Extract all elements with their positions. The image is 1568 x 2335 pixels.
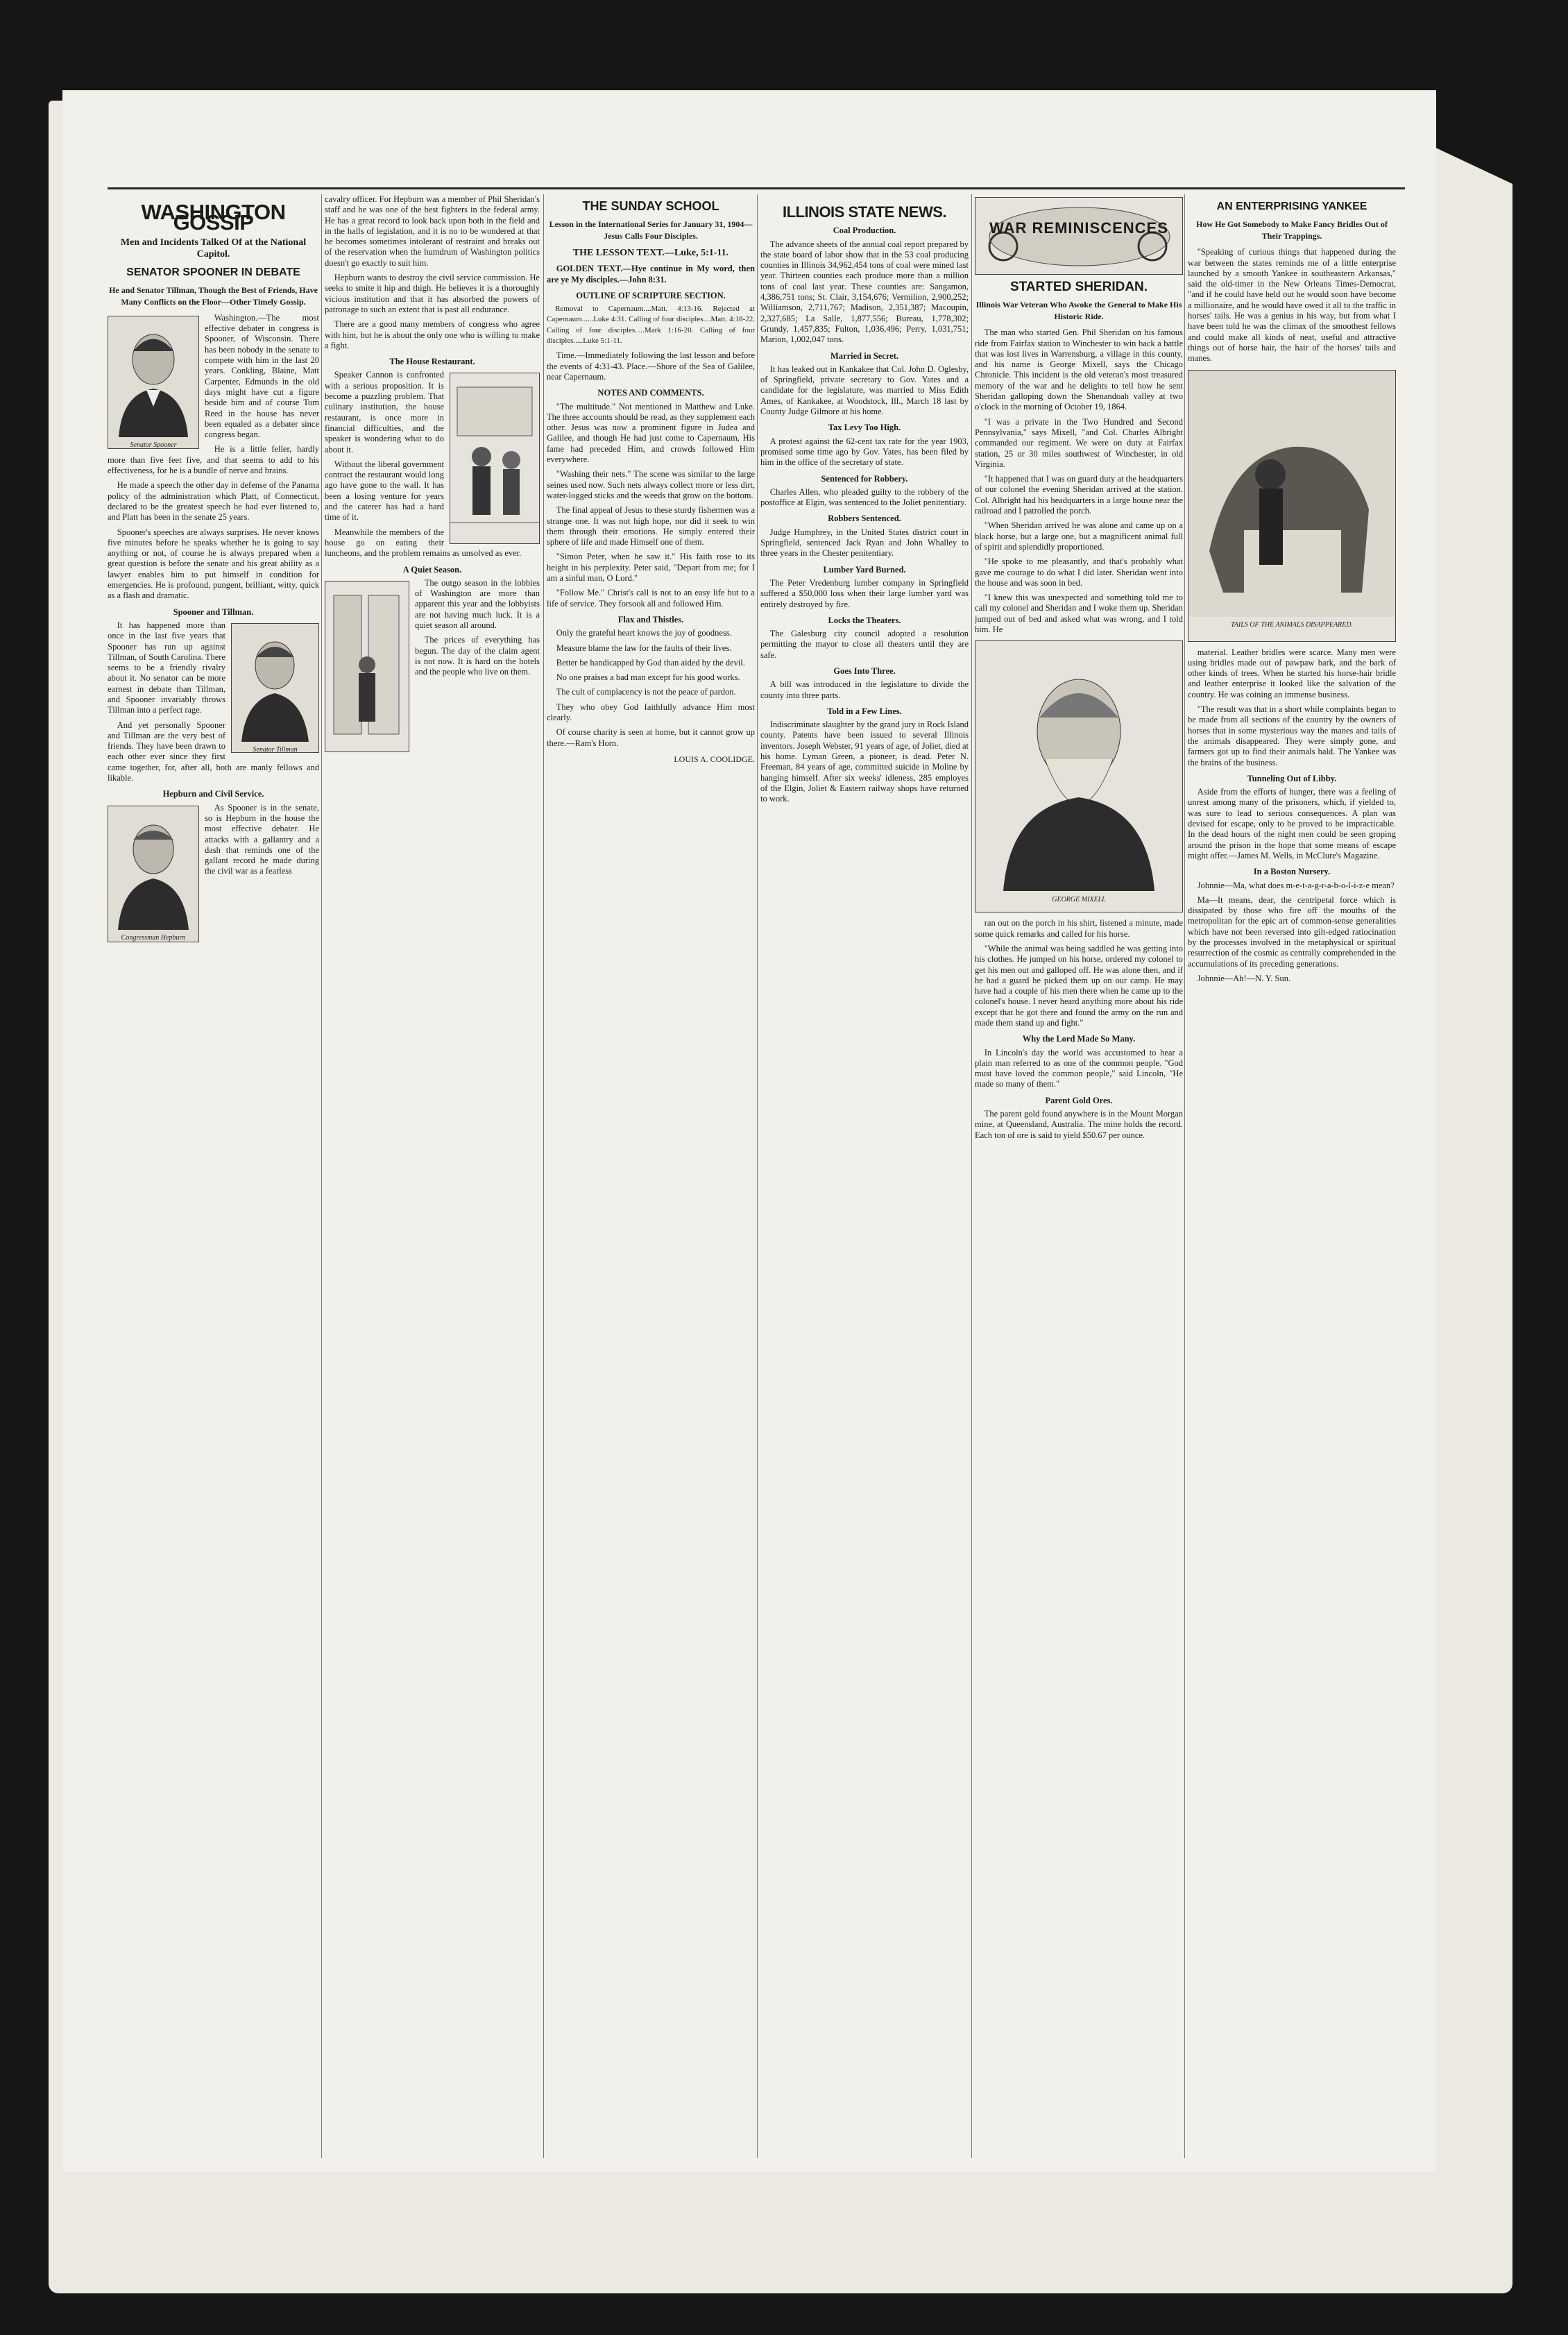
- portrait-mixell: [975, 640, 1183, 912]
- restaurant-scene-icon: [450, 373, 539, 543]
- illustration-caption: TAILS OF THE ANIMALS DISAPPEARED.: [1230, 620, 1353, 629]
- column-enterprising-yankee: [1188, 194, 1396, 2158]
- paragraph: It has happened more than once in the last five years that Spooner has run up against Tillman, of South Carolina. There seems to be a friendly rivalry about it. No senator can be more earnest in debate than Tillman, and Spooner invariably throws Tillman into a perfect rage.: [108, 620, 225, 715]
- paragraph: material. Leather bridles were scarce. Many men were using bridles made out of pawpaw bark, and the bark of other kinds of trees. When he started his horse-hair bridle and leather enterprise it looked like the salvation of the country. He was coining an immense business.: [1188, 647, 1396, 699]
- paragraph: Indiscriminate slaughter by the grand jury in Rock Island county. Patents have been issued to several Illinois inventors. Joseph Webster, 91 years of age, of Joliet, died at his home. Lyman Green, a pioneer, is dead. Peter N. Freeman, 84 years of age, committed suicide in Moline by hanging himself. After six weeks' idleness, 285 employes of the Elgin, Joliet & Eastern railway shops have returned to work.: [760, 720, 969, 804]
- column-illinois-news: [760, 194, 969, 2158]
- paragraph: "When Sheridan arrived he was alone and came up on a black horse, but a large one, but a magnificent animal full of spirit and splendidly proportioned.: [975, 520, 1183, 552]
- paragraph: A bill was introduced in the legislature to divide the county into three parts.: [760, 679, 969, 700]
- paragraph: Meanwhile the members of the house go on eating their luncheons, and the problem remains as unsolved as ever.: [325, 527, 522, 559]
- subhead: Lumber Yard Burned.: [823, 564, 906, 575]
- paragraph: There are a good many members of congress who agree with him, but he is about the only one who is willing to make a fight.: [325, 319, 540, 350]
- paragraph: He is a little feller, hardly more than five feet five, and that seems to add to his effectiveness, for he is a bundle of nerve and brains.: [108, 444, 319, 476]
- notes-heading: NOTES AND COMMENTS.: [597, 388, 704, 398]
- column-started-sheridan: [975, 194, 1183, 2158]
- paragraph: Speaker Cannon is confronted with a serious proposition. It is become a puzzling problem. That culinary institution, the house restaurant, is once more in financial difficulties, and the speaker is wondering what to do about it.: [325, 370, 444, 455]
- illustration-lobby: [325, 581, 409, 752]
- headline: SENATOR SPOONER IN DEBATE: [126, 266, 300, 278]
- paragraph: "Simon Peter, when he saw it." His faith rose to its height in his perplexity. Peter said, "Depart from me; for I am a sinful man, O Lord.": [547, 552, 755, 584]
- subhead: Sentenced for Robbery.: [821, 473, 908, 484]
- column-washington-continued: [325, 194, 540, 2158]
- outline: Removal to Capernaum....Matt. 4:13-16. Rejected at Capernaum......Luke 4:31. Calling of four disciples....Matt. 4:18-22. Calling of four disciples.....Mark 1:16-20. Calling of four disciples.....Luke 5:1-11.: [547, 305, 755, 346]
- illustration-restaurant: [450, 373, 540, 544]
- paragraph: The Galesburg city council adopted a resolution permitting the mayor to close all theaters until they are safe.: [760, 629, 969, 660]
- subhead: Tunneling Out of Libby.: [1247, 773, 1337, 783]
- subhead: Married in Secret.: [830, 350, 898, 361]
- subhead: Told in a Few Lines.: [827, 706, 902, 716]
- portrait-spooner-icon: [108, 316, 198, 437]
- golden-text: GOLDEN TEXT.—Hye continue in My word, then are ye My disciples.—John 8:31.: [547, 264, 755, 285]
- paragraph: Without the liberal government contract the restaurant would long ago have gone to the wall. It has been a losing venture for years and the caterer has had a hard time of it.: [325, 459, 444, 523]
- portrait-spooner: [108, 316, 199, 449]
- paragraph: Of course charity is seen at home, but it cannot grow up there.—Ram's Horn.: [547, 727, 755, 748]
- paragraph: Hepburn wants to destroy the civil service commission. He seeks to smite it hip and thigh. He believes it is a thoroughly vicious institution and that it has absorbed the powers of patronage to such an extent that is past all endurance.: [325, 273, 540, 314]
- outline-heading: OUTLINE OF SCRIPTURE SECTION.: [576, 290, 726, 300]
- cut-title: WAR REMINISCENCES: [989, 219, 1168, 237]
- portrait-caption: GEORGE MIXELL: [1052, 895, 1106, 903]
- paragraph: Johnnie—Ah!—N. Y. Sun.: [1197, 973, 1291, 983]
- paragraph: Washington.—The most effective debater in congress is Spooner, of Wisconsin. There has been nobody in the senate to compete with him in the last 20 years. Conkling, Blaine, Matt Carpenter, Edmunds in the old days might have cut a figure beside him and of course Tom Reed in the house has never been equaled as a debater since congress began.: [205, 312, 319, 440]
- paragraph: Charles Allen, who pleaded guilty to the robbery of the postoffice at Elgin, was sentenced to the Joliet penitentiary.: [760, 486, 969, 508]
- section-masthead: ILLINOIS STATE NEWS.: [782, 203, 947, 221]
- paragraph: "I knew this was unexpected and something told me to call my colonel and Sheridan and I woke them up. Sheridan jumped out of bed and asked what was wrong, and I told him. He: [975, 593, 1183, 635]
- paragraph: "While the animal was being saddled he was getting into his clothes. He jumped on his horse, ordered my colonel to get his men out and galloped off. He was alone then, and if he had a guard he picked them up on our camp. He may have had a couple of his men there when he came up to the colonel's house. I never heard anything more about his ride except that he got there and found the army on the run and made them stand up and fight.": [975, 943, 1183, 1028]
- deck: Men and Incidents Talked Of at the National Capitol.: [120, 237, 307, 260]
- paragraph: Spooner's speeches are always surprises. He never knows five minutes before he speaks whether he is going to say anything or not, of course he is always prepared when a great question is before the senate and his great ability as a lawyer enables him to put himself in condition for emergencies. He is profound, pungent, brilliant, witty, quick as a flash and dramatic.: [108, 527, 319, 601]
- subhead: The House Restaurant.: [389, 357, 475, 367]
- paragraph: No one praises a bad man except for his good works.: [556, 672, 740, 683]
- portrait-caption: Senator Spooner: [130, 441, 177, 450]
- subhead: Robbers Sentenced.: [828, 513, 901, 524]
- paragraph: As Spooner is in the senate, so is Hepburn in the house the most effective debater. He attacks with a gallantry and a dash that reminds one of the gallant record he made during the civil war as a fearless: [205, 802, 319, 876]
- paragraph: "The multitude." Not mentioned in Matthew and Luke. The three accounts should be read, as they supplement each other. Jesus was now a prominent figure in Judea and Galilee, and though He had just come to Capernaum, His fame had preceded Him, and crowds followed Him everywhere.: [547, 401, 755, 465]
- paragraph: The advance sheets of the annual coal report prepared by the state board of labor show that in the 53 coal producing counties in Illinois 34,962,454 tons of coal were mined last year. Thirteen counties each produce more than a million tons of coal last year. These counties are: Sangamon, 4,386,751 tons; St. Clair, 3,154,676; Vermilion, 2,900,252; Williamson, 2,711,767; Madison, 2,351,387; Macoupin, 2,327,685; La Salle, 1,877,556; Bureau, 1,778,302; Grundy, 1,457,835; Fulton, 1,036,496; Perry, 1,031,751; Marion, 1,002,047 tons.: [760, 239, 969, 345]
- paragraph: "Washing their nets." The scene was similar to the large seines used now. Such nets always collect more or less dirt, water-logged sticks and the weeds that grow on the bottom.: [547, 469, 755, 500]
- paragraph: "I was a private in the Two Hundred and Second Pennsylvania," says Mixell, "and Col. Charles Albright commanded our regiment. We were on duty at Fairfax station, 25 or 30 miles southwest of Winchester, in old Virginia.: [975, 416, 1183, 469]
- deck: Illinois War Veteran Who Awoke the General to Make His Historic Ride.: [975, 300, 1182, 322]
- portrait-mixell-icon: [975, 641, 1182, 891]
- paragraph: Better be handicapped by God than aided by the devil.: [556, 657, 745, 668]
- paragraph: Only the grateful heart knows the joy of goodness.: [556, 628, 732, 638]
- paragraph: Johnnie—Ma, what does m-e-t-a-g-r-a-b-o-l-i-z-e mean?: [1197, 880, 1395, 890]
- column-rule: [1184, 194, 1185, 2158]
- headline: STARTED SHERIDAN.: [1009, 280, 1148, 294]
- subhead: Locks the Theaters.: [828, 615, 901, 625]
- subhead: Spooner and Tillman.: [173, 606, 254, 617]
- column-rule: [757, 194, 758, 2158]
- section-masthead: WASHINGTON GOSSIP: [141, 200, 286, 235]
- top-rule: [108, 187, 1405, 189]
- paragraph: cavalry officer. For Hepburn was a member of Phil Sheridan's staff and he was one of the best fighters in the federal army. He has a great record to look back upon both in the field and in the halls of legislation, and it is no to be wondered at that he becomes sometimes intolerant of restraint and breaks out of the reservation when the humdrum of Washington politics doesn't go exactly to suit him.: [325, 194, 540, 268]
- portrait-hepburn: [108, 806, 199, 942]
- paragraph: A protest against the 62-cent tax rate for the year 1903, promised some time ago by Gov. Yates, has been filed by him in the office of the secretary of state.: [760, 436, 969, 468]
- deck: Lesson in the International Series for January 31, 1904—Jesus Calls Four Disciples.: [549, 219, 753, 241]
- subhead: Hepburn and Civil Service.: [162, 789, 264, 799]
- lesson-text: THE LESSON TEXT.—Luke, 5:1-11.: [572, 248, 729, 259]
- horse-and-man-icon: [1188, 371, 1395, 617]
- subhead: A Quiet Season.: [402, 564, 462, 575]
- subhead: Goes Into Three.: [833, 665, 896, 676]
- paragraph: And yet personally Spooner and Tillman are the very best of friends. They have been drawn to each other ever since they first came together, for, after all, both are manly fellows and likable.: [108, 720, 319, 783]
- paragraph: The prices of everything has begun. The day of the claim agent is not now. It is hard on the hotels and the people who live on them.: [415, 635, 540, 677]
- subdeck: He and Senator Tillman, Though the Best of Friends, Have Many Conflicts on the Floor—Other Timely Gossip.: [109, 285, 318, 307]
- paragraph: The man who started Gen. Phil Sheridan on his famous ride from Fairfax station to Winchester to win back a battle that was lost lives in Warrensburg, a village in this county, and his name is George Mixell, says the Chicago Chronicle. This incident is the old veteran's most treasured memory of the war and he delights to tell how he sent Sheridan galloping down the Shenandoah valley at two o'clock in the morning of October 19, 1864.: [975, 328, 1183, 412]
- paragraph: It has leaked out in Kankakee that Col. John D. Oglesby, of Springfield, private secretary to Gov. Yates and a candidate for the legislature, was married to Miss Edith Ames, of Kankakee, at Woodstock, Ill., March 18 last by County Judge Gilmore at his home.: [760, 364, 969, 417]
- paragraph: In Lincoln's day the world was accustomed to hear a plain man referred to as one of the common people. "God must have loved the common people," said Lincoln, "He made so many of them.": [975, 1047, 1183, 1089]
- section-masthead: THE SUNDAY SCHOOL: [582, 199, 719, 213]
- paragraph: "He spoke to me pleasantly, and that's probably what gave me courage to do what I did later. Sheridan went into the house and was soon in bed.: [975, 557, 1183, 588]
- portrait-caption: Senator Tillman: [253, 746, 298, 754]
- portrait-tillman-icon: [232, 624, 318, 742]
- paragraph: "Speaking of curious things that happened during the war between the states reminds me of a little enterprise launched by a smooth Yankee in southeastern Arkansas," said the old-timer in the New Orleans Times-Democrat, "and if he could have held out he would soon have become a millionaire, and he would have owed it all to the traffic in horses' tails. He was a genius in his way, but from what I have been told he was the climax of the smoothest fellows and could make all kinds of neat, useful and attractive things out of horse hair, the hair of the horses' tails and manes.: [1188, 247, 1396, 364]
- paragraph: The Peter Vredenburg lumber company in Springfield suffered a $50,000 loss when their large lumber yard was entirely destroyed by fire.: [760, 577, 969, 609]
- section-masthead: AN ENTERPRISING YANKEE: [1216, 201, 1367, 212]
- subhead: Parent Gold Ores.: [1045, 1095, 1113, 1105]
- illustration-horse: [1188, 370, 1396, 642]
- paragraph: The cult of complacency is not the peace of pardon.: [556, 687, 736, 697]
- subhead: Flax and Thistles.: [617, 614, 684, 625]
- paragraph: The final appeal of Jesus to these sturdy fishermen was a strange one. It was not high hope, nor did it seek to win them through their emotions. He simply entered their sphere of life and made Himself one of them.: [547, 505, 755, 547]
- column-rule: [543, 194, 544, 2158]
- column-washington-gossip: [108, 194, 319, 2158]
- portrait-caption: Congressman Hepburn: [121, 933, 186, 942]
- paragraph: Judge Humphrey, in the United States district court in Springfield, sentenced Jack Ryan and John Whalley to three years in the Chester penitentiary.: [760, 527, 969, 559]
- war-reminiscences-cut: [975, 197, 1183, 275]
- paragraph: Ma—It means, dear, the centripetal force which is dissipated by those who fire off the mouths of the metropolitan for the epic art of common-sense generalities which have not been reversed into gilt-edged ratiocination by the processes involved in the metaphysical or spiritual resurrection of the cosmic as centrally comprehended in the accumulations of its preceding generations.: [1188, 894, 1396, 969]
- paragraph: Aside from the efforts of hunger, there was a feeling of unrest among many of the prisoners, which, if yielded to, was sure to lead to serious consequences. A plan was devised for escape, only to be proved to be impracticable. In the dead hours of the night men could be seen groping around the prison in the hope that some means of escape might offer.—James M. Wells, in McClure's Magazine.: [1188, 787, 1396, 860]
- subhead: In a Boston Nursery.: [1253, 867, 1331, 877]
- paragraph: ran out on the porch in his shirt, listened a minute, made some quick remarks and called for his horse.: [975, 918, 1183, 939]
- deck: How He Got Somebody to Make Fancy Bridles Out of Their Trappings.: [1196, 219, 1388, 241]
- paragraph: Measure blame the law for the faults of their lives.: [556, 643, 732, 653]
- paragraph: The parent gold found anywhere is in the Mount Morgan mine, at Queensland, Australia. The mine holds the record. Each ton of ore is said to yield $50.67 per ounce.: [975, 1109, 1183, 1140]
- paragraph: "It happened that I was on guard duty at the headquarters of our colonel the evening Sheridan arrived at the station. Col. Albright had his headquarters in a large house near the railroad and I patrolled the porch.: [975, 474, 1183, 516]
- portrait-hepburn-icon: [108, 806, 198, 930]
- time-place: Time.—Immediately following the last lesson and before the events of 4:31-43. Place.—Shore of the Sea of Galilee, near Capernaum.: [547, 350, 755, 382]
- portrait-tillman: [231, 623, 319, 753]
- column-sunday-school: [547, 194, 755, 2158]
- subhead: Tax Levy Too High.: [828, 423, 901, 433]
- paragraph: He made a speech the other day in defense of the Panama policy of the administration which Platt, of Connecticut, declared to be the greatest speech he had ever listened to, and Platt has been in the senate 25 years.: [108, 480, 319, 523]
- byline: LOUIS A. COOLIDGE.: [674, 754, 755, 764]
- subhead: Coal Production.: [833, 226, 896, 236]
- paragraph: They who obey God faithfully advance Him most clearly.: [547, 702, 755, 722]
- paragraph: The outgo season in the lobbies of Washington are more than apparent this year and the lobbyists are not having much luck. It is a quiet season all around.: [415, 577, 540, 630]
- paragraph: "The result was that in a short while complaints began to be made from all sections of the country by the owners of horses that in some mysterious way the manes and tails of the animals disappeared. They were simply gone, and farmers got up to find their animals bald. The Yankee was the brains of the business.: [1188, 704, 1396, 767]
- subhead: Why the Lord Made So Many.: [1022, 1034, 1136, 1044]
- paragraph: "Follow Me." Christ's call is not to an easy life but to a life of service. They forsook all and followed Him.: [547, 588, 755, 609]
- lobby-scene-icon: [325, 581, 409, 752]
- column-rule: [971, 194, 972, 2158]
- column-rule: [321, 194, 322, 2158]
